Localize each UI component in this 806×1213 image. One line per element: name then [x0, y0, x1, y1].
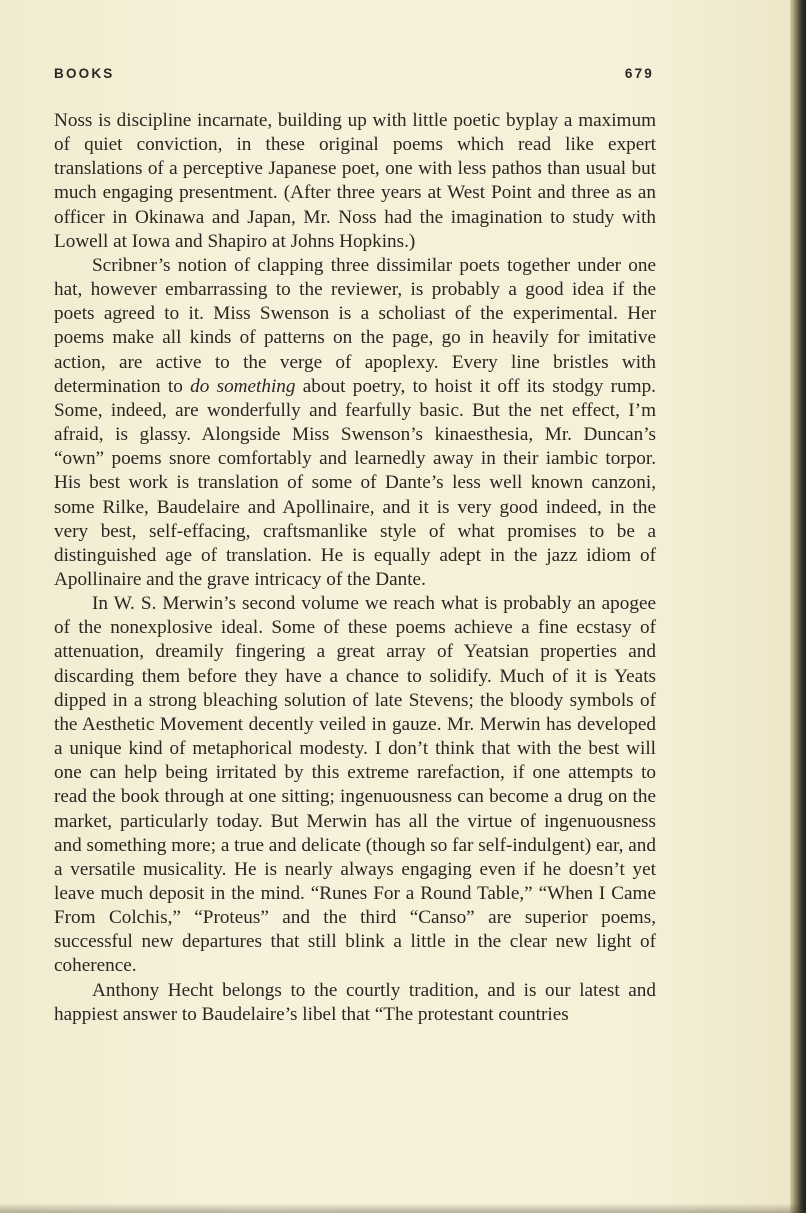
paragraph-text: In W. S. Merwin’s second volume we reach what is probably an apogee of the nonexplosive ideal. Some of these poems achieve a fine ecstasy of attenuation, dreamily fingering a great array of Yeatsian properties and discarding them before they have a chance to solidify. Much of it is Yeats dipped in a strong bleaching solution of late Stevens; the bloody symbols of the Aesthetic Movement decently veiled in gauze. Mr. Merwin has developed a unique kind of metaphorical modesty. I don’t think that with the best will one can help being irritated by this extreme rarefaction, if one attempts to read the book through at one sitting; ingenuousness can become a drug on the market, particularly today. But Merwin has all the virtue of ingenuousness and something more; a true and delicate (though so far self-indulgent) ear, and a versatile musicality. He is nearly always engaging even if he doesn’t yet leave much deposit in the mind. “Runes For a Round Table,” “When I Came From Colchis,” “Proteus” and the third “Canso” are superior poems, successful new departures that still blink a little in the clear new light of coherence.	[54, 593, 656, 977]
paragraph-text: Noss is discipline incarnate, building up with little poetic byplay a maximum of quiet conviction, in these original poems which read like expert translations of a perceptive Japanese poet, one with less pathos than usual but much engaging presentment. (After three years at West Point and three as an officer in Okinawa and Japan, Mr. Noss had the imagination to study with Lowell at Iowa and Shapiro at Johns Hopkins.)	[54, 110, 656, 252]
paragraph	[54, 254, 656, 592]
page-shadow	[0, 1203, 806, 1213]
page-edge	[790, 0, 806, 1213]
paragraph-text: Scribner’s notion of clapping three dissimilar poets together under one hat, however embarrassing to the reviewer, is probably a good idea if the poets agreed to it. Miss Swenson is a scholiast of the experimental. Her poems make all kinds of patterns on the page, go in heavily for imitative action, are active to the verge of apoplexy. Every line bristles with determination to	[54, 254, 656, 397]
paragraph-text: Anthony Hecht belongs to the courtly tradition, and is our latest and happiest answer to Baudelaire’s libel that “The protestant countries	[54, 979, 656, 1025]
paragraph	[54, 592, 656, 979]
emphasis-text: do something	[190, 375, 296, 397]
body-text	[54, 109, 656, 1027]
paragraph-text: about poetry, to hoist it off its stodgy rump. Some, indeed, are wonderfully and fearfully basic. But the net effect, I’m afraid, is glassy. Alongside Miss Swenson’s kinaesthesia, Mr. Duncan’s “own” poems snore comfortably and learnedly away in their iambic torpor. His best work is translation of some of Dante’s less well known canzoni, some Rilke, Baudelaire and Apollinaire, and it is very good indeed, in the very best, self-effacing, craftsmanlike style of what promises to be a distinguished age of translation. He is equally adept in the jazz idiom of Apollinaire and the grave intricacy of the Dante.	[54, 375, 656, 590]
section-title: BOOKS	[54, 66, 115, 81]
paragraph	[54, 109, 656, 254]
paragraph	[54, 979, 656, 1027]
running-header	[54, 66, 654, 81]
page-number: 679	[624, 66, 654, 81]
